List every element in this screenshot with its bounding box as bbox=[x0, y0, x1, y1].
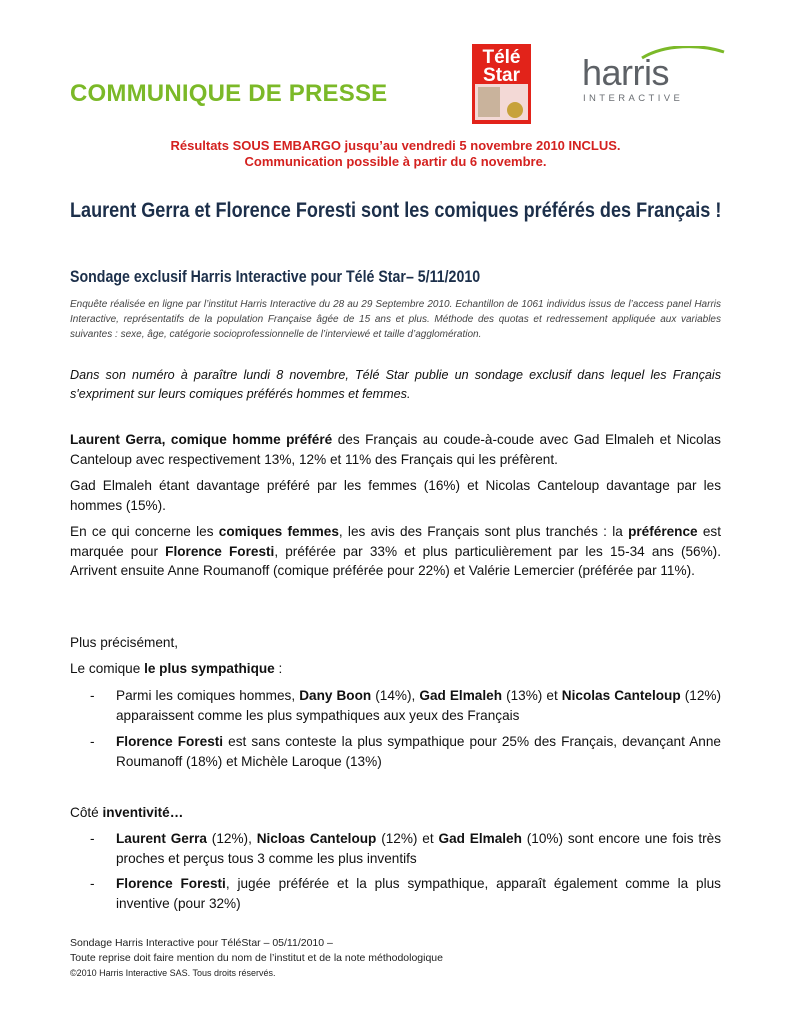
bold-text: Gad Elmaleh bbox=[438, 831, 522, 846]
footer-line-2: Toute reprise doit faire mention du nom de l’institut et de la note méthodologique bbox=[70, 952, 443, 964]
tele-logo-text-1: Télé bbox=[482, 47, 521, 68]
intro-paragraph: Dans son numéro à paraître lundi 8 novembre, Télé Star publie un sondage exclusif dans lequel les Français s'expriment sur leurs comiques préférés hommes et femmes. bbox=[70, 368, 721, 401]
headline: Laurent Gerra et Florence Foresti sont les comiques préférés des Français ! bbox=[70, 199, 722, 222]
embargo-notice bbox=[70, 138, 721, 170]
text: (13%) et bbox=[502, 688, 562, 703]
text: (12%) apparaissent comme les plus sympathiques aux yeux des Français bbox=[116, 688, 721, 723]
bold-text: Nicolas Canteloup bbox=[561, 688, 681, 703]
bold-text: Florence Foresti bbox=[116, 876, 226, 891]
text: , les avis des Français sont plus tranchés : la bbox=[338, 524, 629, 539]
embargo-line-1: Résultats SOUS EMBARGO jusqu’au vendredi 5 novembre 2010 INCLUS. bbox=[170, 138, 621, 153]
paragraph-sympathique bbox=[70, 659, 721, 679]
paragraph-elmaleh: Gad Elmaleh étant davantage préféré par les femmes (16%) et Nicolas Canteloup davantage par les hommes (15%). bbox=[70, 478, 721, 513]
text: (10%) sont encore une fois très proches et perçus tous 3 comme les plus inventifs bbox=[116, 831, 721, 866]
text: Côté bbox=[70, 805, 103, 820]
paragraph-gerra bbox=[70, 430, 721, 469]
text: des Français au coude-à-coude avec Gad Elmaleh et Nicolas Canteloup avec respectivement 13%, 12% et 11% des Français qui les préfèrent. bbox=[70, 432, 721, 467]
bold-text: le plus sympathique bbox=[144, 661, 275, 676]
footer-copyright: ©2010 Harris Interactive SAS. Tous droits réservés. bbox=[70, 968, 276, 978]
text: Parmi les comiques hommes, bbox=[116, 688, 300, 703]
subheading: Sondage exclusif Harris Interactive pour Télé Star– 5/11/2010 bbox=[70, 268, 481, 286]
text: Le comique bbox=[70, 661, 145, 676]
text: , jugée préférée et la plus sympathique, apparaît également comme la plus inventive (pour 32%) bbox=[116, 876, 721, 911]
bullet-dash: - bbox=[90, 734, 95, 749]
bold-text: Florence Foresti bbox=[116, 734, 224, 749]
text: (12%), bbox=[206, 831, 257, 846]
harris-logo-sub: INTERACTIVE bbox=[583, 93, 684, 104]
text: est sans conteste la plus sympathique pour 25% des Français, devançant Anne Roumanoff (18%) et Michèle Laroque (13%) bbox=[116, 734, 721, 769]
text: En ce qui concerne les bbox=[70, 524, 219, 539]
bold-text: comiques femmes bbox=[218, 524, 339, 539]
tele-logo-text-2: Star bbox=[483, 65, 520, 86]
footer bbox=[70, 936, 443, 981]
tele-star-logo bbox=[472, 44, 531, 124]
text: (14%), bbox=[371, 688, 420, 703]
bold-text: Nicloas Canteloup bbox=[256, 831, 377, 846]
bold-text: Florence Foresti bbox=[165, 543, 275, 559]
bold-text: préférence bbox=[628, 524, 698, 539]
bullet-dash: - bbox=[90, 831, 95, 846]
paragraph-inventivite bbox=[70, 803, 721, 823]
text: (12%) et bbox=[376, 831, 439, 846]
bold-text: Laurent Gerra bbox=[116, 831, 207, 846]
bullet-dash: - bbox=[90, 688, 95, 703]
text: , préférée par 33% et plus particulièrement par les 15-34 ans (56%). Arrivent ensuite Anne Roumanoff (comique préférée pour 22%) et Valérie Lemercier (préférée par 11%). bbox=[70, 543, 721, 578]
paragraph-femmes bbox=[70, 522, 721, 581]
text: est marquée pour bbox=[70, 524, 721, 559]
harris-logo-word: harris bbox=[582, 52, 670, 93]
paragraph-precisement: Plus précisément, bbox=[70, 635, 179, 650]
embargo-line-2: Communication possible à partir du 6 novembre. bbox=[244, 154, 547, 169]
bullet-dash: - bbox=[90, 876, 95, 891]
bold-text: Dany Boon bbox=[299, 688, 372, 703]
page-title: COMMUNIQUE DE PRESSE bbox=[70, 80, 388, 107]
bold-text: inventivité… bbox=[102, 805, 184, 820]
bold-text: Gad Elmaleh bbox=[419, 688, 503, 703]
text: : bbox=[274, 661, 283, 676]
methodology-note: Enquête réalisée en ligne par l’institut Harris Interactive du 28 au 29 Septembre 2010. Echantillon de 1061 individus issus de l’access panel Harris Interactive, représentatifs de la population Française âgée de 15 ans et plus. Méthode des quotas et redressement appliquée aux variables suivantes : sexe, âge, catégorie socioprofessionnelle de l’interviewé et taille d’agglomération. bbox=[70, 299, 721, 340]
footer-line-1: Sondage Harris Interactive pour TéléStar – 05/11/2010 – bbox=[70, 937, 333, 949]
bold-text: Laurent Gerra, comique homme préféré bbox=[70, 432, 333, 447]
